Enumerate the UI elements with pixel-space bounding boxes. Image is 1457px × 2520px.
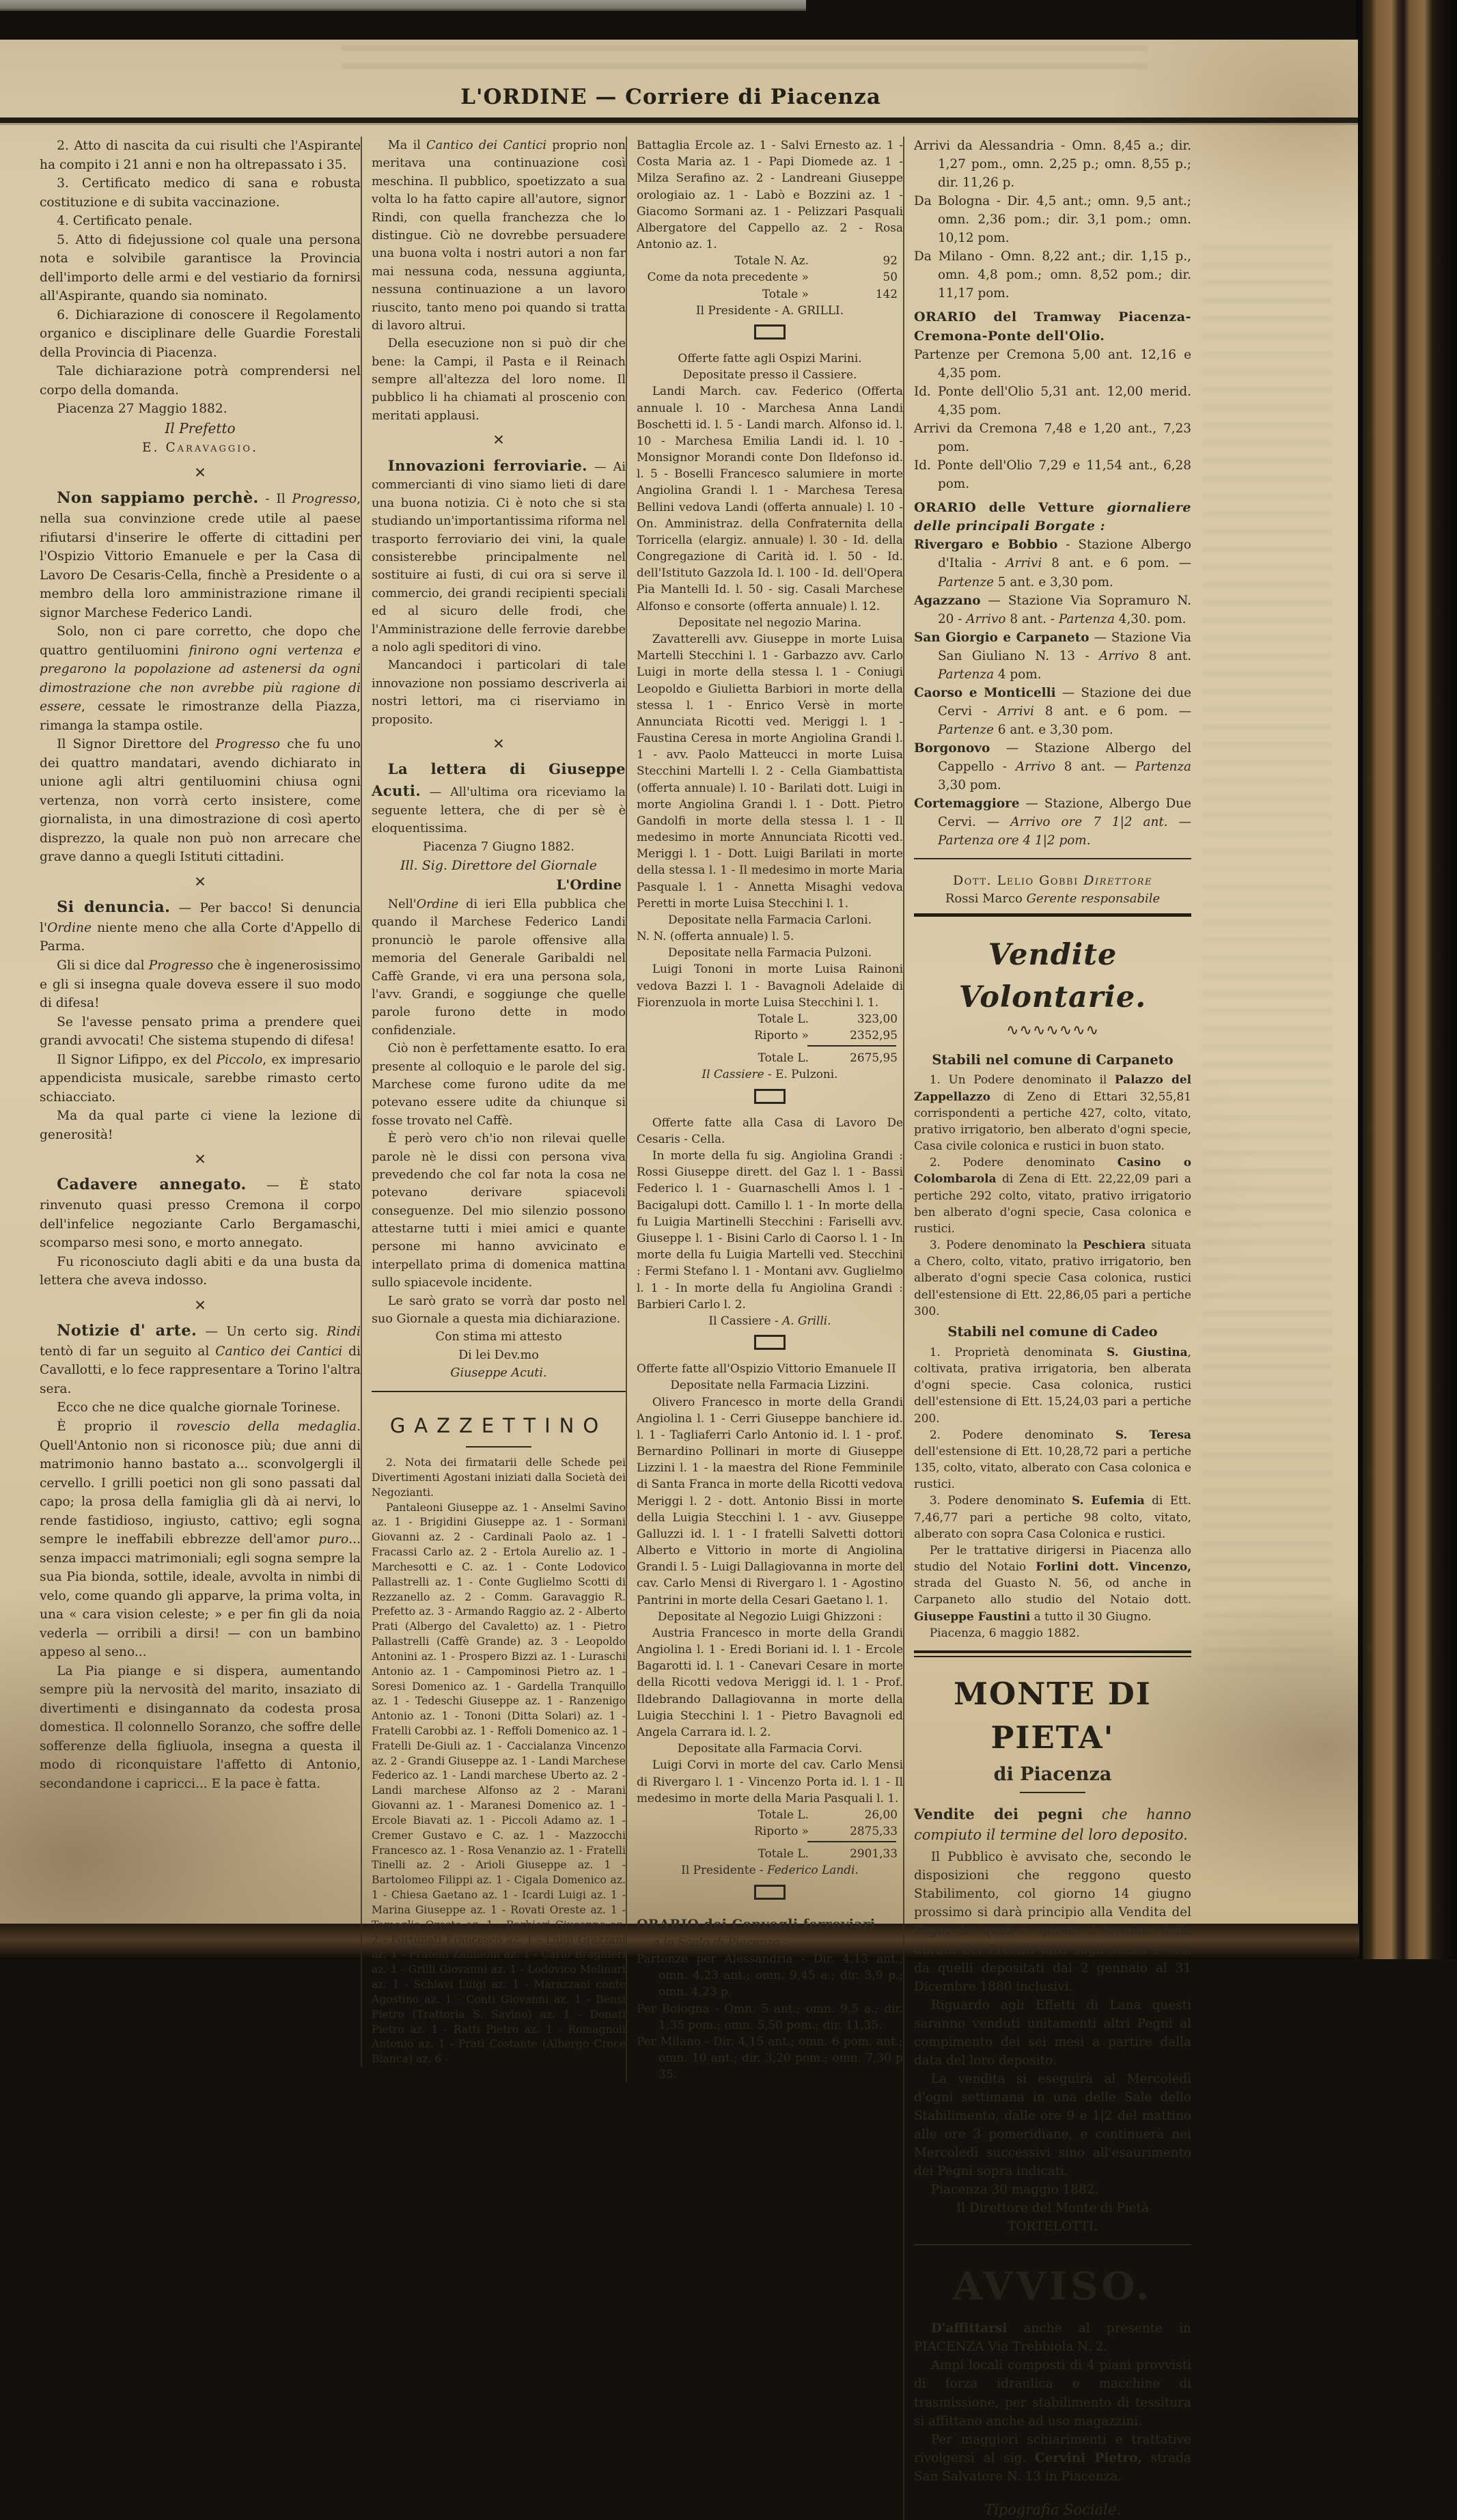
centered-line: Depositate presso il Cassiere. [682,368,857,382]
vendite-pegni-heading: Vendite dei pegni che hanno compiuto il termine del loro deposito. [914,1805,1191,1844]
adjacent-page-edge [0,0,806,11]
x-divider-icon: ✕ [492,432,505,449]
paragraph: Solo, non ci pare corretto, che dopo che quattro gentiluomini finirono ogni vertenza e pregarono la popolazione ad astenersi da ogni dimostrazione che non avrebbe più ragione di essere, cessate le rimostranze della Piazza, rimanga la stampa ostile. [40,624,361,733]
paragraph: 5. Atto di fidejussione col quale una persona nota e solvibile garantisce la Provincia dell'importo delle armi e del vestiario da fornirsi all'Aspirante, quando sia nominato. [40,232,361,304]
centered-line: Depositate nella Farmacia Lizzini. [670,1378,870,1392]
total-line: Totale L. 26,00 [758,1807,898,1821]
paragraph: Riguardo agli Effetti di Lana questi saranno venduti unitamenti altri Pegni al compimento dei sei mesi a partire dalla data del loro deposito. [914,1997,1191,2068]
centered-italic-line: Il Prefetto [165,419,236,437]
centered-line: Il Direttore del Monte di Pietà [956,2201,1149,2216]
paragraph: 4. Certificato penale. [57,214,193,229]
paragraph: Mancandoci i particolari di tale innovazione non possiamo descriverla ai nostri lettori, ma ci riserviamo in proposito. [372,659,626,727]
paragraph: 3. Certificato medico di sana e robusta costituzione e di subita vaccinazione. [40,176,361,210]
paragraph: Luigi Corvi in morte del cav. Carlo Mensi di Rivergaro l. 1 - Vincenzo Porta id. l. 1 - Il medesimo in morte della Maria Pasquali l. 1. [637,1758,903,1805]
schedule-line: Id. Ponte dell'Olio 7,29 e 11,54 ant., 6,28 pom. [914,458,1191,492]
paragraph: In morte della fu sig. Angiolina Grandi : Rossi Giuseppe dirett. del Gaz l. 1 - Bassi Federico l. 1 - Guarnaschelli Amos l. 1 - Bacigalupi dott. Camillo l. 1 - In morte della fu Luigia Martinelli Stecchini : Fariselli avv. Giuseppe l. 1 - Bisini Carlo di Caorso l. 1 - In morte della fu Luigia Martelli ved. Stecchini : Fermi Stefano l. 1 - Montani avv. Guglielmo l. 1 - In morte della fu Angiolina Grandi : Barbieri Carlo l. 2. [637,1148,903,1311]
rule-divider [372,1391,626,1392]
signature-smallcaps: E. Caravaggio. [142,441,258,456]
total-line: Totale L. 323,00 [758,1011,898,1025]
centered-line: TORTELOTTI. [1008,2219,1098,2234]
rule-divider [914,2244,1191,2245]
centered-line: Depositate alla Farmacia Corvi. [677,1741,863,1756]
paragraph: 3. Podere denominato la Peschiera situata a Chero, colto, vitato, prativo irrigatorio, ben alberato d'ogni specie Casa colonica, rustici dell'estensione di Ett. 22,86,05 pari a pertiche 300. [914,1238,1191,1318]
paragraph: Olivero Francesco in morte della Grandi Angiolina l. 1 - Cerri Giuseppe banchiere id. l. 1 - Tagliaferri Carlo Antonio id. l. 1 - prof. Bernardino Pollinari in morte di Giuseppe Lizzini l. 1 - la maestra del Rione Femminile di Santa Franca in morte della Ricotti vedova Meriggi l. 2 - dott. Antonio Bissi in morte della Luigia Stecchini l. 1 - avv. Giuseppe Galluzzi id. l. 1 - I fratelli Salvetti dottori Alberto e Vittorio in morte di Angiolina Grandi l. 5 - Luigi Dallagiovanna in morte del cav. Carlo Mensi di Rivergaro l. 1 - Agostino Pantrini in morte della Cesari Gaetano l. 1. [637,1394,903,1607]
orario-vetture-heading: ORARIO delle Vetture giornaliere delle principali Borgate : [914,500,1191,534]
rule-divider [914,858,1191,859]
short-rule-divider [466,1446,531,1448]
gazzettino-heading: GAZZETTINO [389,1413,608,1437]
total-line: Come da nota precedente » 50 [647,270,898,284]
paragraph: Per le trattative dirigersi in Piacenza allo studio del Notaio Forlini dott. Vincenzo, strada del Guasto N. 56, od anche in Carpaneto allo studio del Notaio dott. Giuseppe Faustini a tutto il 30 Giugno. [914,1542,1191,1623]
paragraph: Piacenza, 6 maggio 1882. [929,1625,1080,1639]
right-aligned-line: L'Ordine [556,876,622,894]
column-4 [903,137,1191,2520]
subsection-heading: Stabili nel comune di Cadeo [947,1323,1158,1340]
paragraph: Il Pubblico è avvisato che, secondo le disposizioni che reggono questo Stabilimento, col giorno 14 giugno prossimo si darà principio alla Vendita del Pegni de' quali è spirato il termine della durata dei Prestiti fatti sugli stessi e così da quelli depositati dal 2 gennaio al 31 Dicembre 1880 inclusivi. [914,1850,1191,1994]
paragraph: Il Signor Lifippo, ex del Piccolo, ex impresario appendicista musicale, sarebbe rimasto certo schiacciato. [40,1052,361,1105]
schedule-line: Da Milano - Omn. 8,22 ant.; dir. 1,15 p., omn. 4,8 pom.; omn. 8,52 pom.; dir. 11,17 pom. [914,249,1191,301]
centered-line: Con stima mi attesto [435,1330,562,1344]
paragraph: 2. Atto di nascita da cui risulti che l'Aspirante ha compito i 21 anni e non ha oltrepassato i 35. [40,139,361,172]
paragraph: Le sarò grato se vorrà dar posto nel suo Giornale a questa mia dichiarazione. [372,1294,626,1327]
schedule-line: Agazzano — Stazione Via Sopramuro N. 20 - Arrivo 8 ant. - Partenza 4,30. pom. [914,593,1191,626]
article-lettera-acuti: La lettera di Giuseppe Acuti. — All'ultima ora riceviamo la seguente lettera, che di per sè è eloquentissima. [372,760,626,836]
end-box-icon [754,1885,786,1900]
orario-tramway-heading: ORARIO del Tramway Piacenza-Cremona-Ponte dell'Olio. [914,309,1191,344]
paragraph: Il Signor Direttore del Progresso che fu uno dei quattro mandatari, avendo dichiarato in unione agli altri gentiluomini chiusa ogni vertenza, non vorrà certo insistere, come giornalista, in una dimostrazione di così aperto disprezzo, la quale non può non arrecare che grave danno a quegli Istituti cittadini. [40,737,361,865]
paragraph: Piacenza 30 maggio 1882. [930,2183,1099,2198]
avviso-heading: AVVISO. [952,2264,1153,2310]
short-rule-divider [1020,1792,1085,1793]
end-box-icon [637,318,903,350]
paragraph: Landi March. cav. Federico (Offerta annuale l. 10 - Marchesa Anna Landi Boschetti id. l. 5 - Landi march. Alfonso id. l. 10 - Marchesa Emilia Landi id. l. 10 - Monsignor Morandi conte Don Ildefonso id. l. 5 - Boselli Francesco salumiere in morte Angiolina Grandi l. 1 - Marchesa Teresa Bellini vedova Landi (offerta annuale) l. 10 - On. Amministraz. della Confraternita della Torricella (elargiz. annuale) l. 30 - Id. della Congregazione di Carità id. l. 50 - Id. dell'Istituto Gazzola Id. l. 100 - Id. dell'Opera Pia Mantelli Id. l. 50 - sig. Casali Marchese Alfonso e consorte (offerta annuale) l. 12. [637,384,903,613]
x-divider-icon: ✕ [194,1151,206,1168]
schedule-line: Per Bologna - Omn. 5 ant.; omn. 9,5 a.; dir. 1,35 pom.; omn. 5,50 pom.; dir. 11,35. [637,2001,903,2032]
paragraph: Gli si dice dal Progresso che è ingenerosissimo e gli si insegna quale doveva essere il suo modo di difesa! [40,958,361,1011]
sum-rule-divider [807,1045,896,1047]
centered-line: Il Cassiere - A. Grilli. [708,1313,831,1327]
column-3 [626,137,903,2082]
gerente-line: Rossi Marco Gerente responsabile [945,891,1161,906]
columns-container [40,137,1302,2520]
paragraph: 2. Nota dei firmatarii delle Schede pei Divertimenti Agostani iniziati dalla Società dei Negozianti. [372,1456,626,1499]
schedule-line: Da Bologna - Dir. 4,5 ant.; omn. 9,5 ant.; omn. 2,36 pom.; dir. 3,1 pom.; omn. 10,12 pom. [914,194,1191,246]
article-cadavere-annegato: Cadavere annegato. — È stato rinvenuto quasi presso Cremona il corpo dell'infelice negoziante Carlo Bergamaschi, scomparso mesi sono, e morto annegato. [40,1176,361,1251]
x-divider-icon: ✕ [194,464,206,481]
total-line: Totale L. 2901,33 [758,1846,898,1861]
paragraph: Ecco che ne dice qualche giornale Torinese. [57,1400,341,1415]
x-divider-icon: ✕ [194,873,206,890]
schedule-line: Per Milano - Dir. 4,15 ant.; omn. 6 pom. ant.; omn. 10 ant.; dir. 3,20 pom.; omn. 7,30 p 35. [637,2034,903,2081]
paragraph: 6. Dichiarazione di conoscere il Regolamento organico e disciplinare delle Guardie Forestali della Provincia di Piacenza. [40,307,361,360]
column-2 [361,137,626,2067]
end-box-icon [754,1335,786,1350]
paragraph: Tale dichiarazione potrà comprendersi nel corpo della domanda. [40,364,361,398]
end-box-icon [754,324,786,340]
paragraph: Battaglia Ercole az. 1 - Salvi Ernesto az. 1 - Costa Maria az. 1 - Papi Diomede az. 1 - Milza Serafino az. 2 - Landreani Giuseppe orologiaio az. 1 - Labò e Bozzini az. 1 - Giacomo Sormani az. 1 - Pelizzari Pasquali Albergatore del Cappello az. 2 - Rosa Antonio az. 1. [637,138,903,251]
article-innovazioni-ferroviarie: Innovazioni ferroviarie. — Ai commercianti di vino siamo lieti di dare una buona notizia. Ci è noto che si sta studiando un'importantissima riforma nel trasporto ferroviario dei vini, la quale consisterebbe principalmente nel sostituire ai fusti, di cui ora si serve il commercio, dei grandi recipienti speciali ed al sicuro delle frodi, che l'Amministrazione delle ferrovie darebbe a nolo agli speditori di vino. [372,456,626,654]
centered-line: Il Presidente - A. GRILLI. [695,303,844,317]
paragraph: Zavatterelli avv. Giuseppe in morte Luisa Martelli Stecchini l. 1 - Garbazzo avv. Carlo Luigi in morte della stessa l. 1 - Coniugi Leopoldo e Giulietta Barbiori in morte della stessa l. 1 - Enrico Versè in morte Annunciata Ricotti ved. Meriggi l. 1 - Faustina Ceresa in morte Angiolina Grandi l. 1 - avv. Paolo Matteucci in morte Luisa Stecchini Martelli l. 2 - Cella Giambattista (offerta annuale) l. 10 - Barilati dott. Luigi in morte Angiolina Grandi l. 1 - Dott. Pietro Gandolfi in morte della stessa l. 1 - Il medesimo in morte Annunciata Ricotti ved. Meriggi l. 1 - Dott. Luigi Barilati in morte della stessa l. 1 - Il medesimo in morte Maria Pasquale l. 1 - Annetta Misaghi vedova Peretti in morte Luisa Stecchini l. 1. [637,631,903,910]
double-rule-divider [914,1650,1191,1657]
direttore-line: Dott. Lelio Gobbi Direttore [953,873,1152,889]
total-line: Totale L. 2675,95 [758,1051,898,1065]
thick-rule-divider [914,913,1191,917]
total-line: Totale N. Az. 92 [734,253,898,268]
paragraph: È però vero ch'io non rilevai quelle parole nè le dissi con persona viva prevedendo che col far nota la cosa ne potevano derivare spiacevoli conseguenze. Del mio silenzio possono attestarne tutti i miei amici e quante persone mi hanno avvicinato e interpellato prima di domenica mattina sullo spiacevole incidente. [372,1132,626,1290]
centered-line: Depositate al Negozio Luigi Ghizzoni : [657,1609,883,1623]
paragraph: Fu riconosciuto dagli abiti e da una busta da lettera che aveva indosso. [40,1254,361,1288]
paragraph: La Pia piange e si dispera, aumentando sempre più la nervosità del marito, insaziato di divertimenti e disingannato da codesta prosa domestica. Il colonnello Soranzo, che soffre delle sofferenze della figliuola, insegna a questa il modo di riconquistare l'affetto di Antonio, secondandone i capricci... E la pace è fatta. [40,1663,361,1791]
subscriber-list: Pantaleoni Giuseppe az. 1 - Anselmi Savino az. 1 - Brigidini Giuseppe az. 1 - Sormani Giovanni az. 2 - Cardinali Paolo az. 1 - Fracassi Carlo az. 2 - Ertola Aurelio az. 1 - Marchesotti e C. az. 1 - Conte Lodovico Pallastrelli az. 1 - Conte Guglielmo Scotti di Rezzanello az. 2 - Comm. Garavaggio R. Prefetto az. 3 - Armando Raggio az. 2 - Alberto Prati (Albergo del Cavaletto) az. 1 - Pietro Pallastrelli (Caffè Grande) az. 3 - Leopoldo Antonini az. 1 - Prospero Bizzi az. 1 - Luraschi Antonio az. 1 - Campominosi Pietro az. 1 - Soresi Domenico az. 1 - Gardella Tranquillo az. 1 - Tedeschi Giuseppe az. 1 - Ranzenigo Antonio az. 1 - Tononi (Ditta Solari) az. 1 - Fratelli Carobbi az. 1 - Reffoli Domenico az. 1 - Fratelli De-Giuli az. 1 - Caccialanza Vincenzo az. 2 - Grandi Giuseppe az. 1 - Landi Marchese Federico az. 1 - Landi marchese Uberto az. 2 - Landi marchese Alfonso az 2 - Marani Giovanni az. 1 - Maranesi Domenico az. 1 - Ercole Biavati az. 1 - Piccoli Adamo az. 1 - Cremer Gustavo e C. az. 1 - Mazzocchi Francesco az. 1 - Rosa Venanzio az. 1 - Fratelli Tinelli az. 2 - Arioli Giuseppe az. 1 - Bartolomeo Filippi az. 1 - Cigala Domenico az. 1 - Chiesa Gaetano az. 1 - Icardi Luigi az. 1 - Marina Giuseppe az. 1 - Rovati Oreste az. 1 - Tamoglia Oreste az. 1 - Barbieri Giuseppe az. 2 - Fortunati Francesco az. 1 - Luigi Grazzani az. 1 - Fratelli Zaninoni az. 1 - Carlo Braghieri az. 1 - Grilli Giovanni az. 1 - Lodovico Molinari az. 1 - Schiavi Luigi az. 1 - Marazzani conte Agostino az. 1 - Conti Giovanni az. 1 - Bensi Pietro (Trattoria S. Savino) az. 1 - Donati Pietro az. 1 - Ratti Pietro az. 1 - Romagnoli Antonio az. 1 - Prati Costante (Albergo Croce Bianca) az. 6 - [372,1501,626,2066]
italic-subtitle: a lo Scalo di Piacenza : [652,1935,788,1949]
paragraph: 1. Proprietà denominata S. Giustina, coltivata, prativa irrigatoria, ben alberata d'ogni specie. Casa colonica, rustici dell'estensione di Ett. 15,24,03 pari a pertiche 200. [914,1344,1191,1425]
column-1 [40,137,361,1793]
tipografia-line: Tipografia Sociale. [984,2501,1121,2518]
end-box-icon [637,1879,903,1910]
paragraph: Ampi locali composti di 4 piani provvisti di forza idraulica e macchine di trasmissione, per stabilimento di tessitura si affittano anche ad uso magazzini. [914,2358,1191,2428]
paragraph: Nell'Ordine di ieri Ella pubblica che quando il Marchese Federico Landi pronunciò le parole offensive alla memoria del Generale Garibaldi nel Caffè Grande, vi era una persona sola, l'avv. Grandi, e soggiunge che quelle parole furono dette in modo confidenziale. [372,898,626,1038]
centered-italic-line: Ill. Sig. Direttore del Giornale [400,857,597,873]
schedule-line: Arrivi da Cremona 7,48 e 1,20 ant., 7,23 pom. [914,421,1191,454]
centered-line: Depositate nel negozio Marina. [678,615,862,629]
paragraph: Della esecuzione non si può dir che bene: la Campi, il Pasta e il Reinach sempre all'altezza del loro nome. Il pubblico li ha chiamati al proscenio con meritati applausi. [372,337,626,423]
paragraph: Per maggiori schiarimenti e trattative rivolgersi al sig. Cervini Pietro, strada San Salvatore N. 13 in Piacenza. [914,2432,1192,2484]
x-divider-icon: ✕ [492,735,505,752]
paragraph: 2. Podere denominato S. Teresa dell'estensione di Ett. 10,28,72 pari a pertiche 135, colto, vitato, alberato con Casa colonica e rustici. [914,1427,1191,1491]
monte-di-pieta-heading: MONTE DI PIETA' [954,1675,1152,1756]
article-si-denuncia: Si denuncia. — Per bacco! Si denuncia l'Ordine niente meno che alla Corte d'Appello di Parma. [40,898,361,954]
centered-line: Piacenza 7 Giugno 1882. [423,840,574,854]
subsection-heading: Stabili nel comune di Carpaneto [932,1051,1174,1068]
total-line: Riporto » 2352,95 [754,1028,898,1042]
vendite-volontarie-heading: Vendite Volontarie. [958,938,1147,1014]
article-notizie-arte: Notizie d' arte. — Un certo sig. Rindi tentò di far un seguito al Cantico dei Cantici di Cavallotti, e lo fece rappresentare a Torino l'altra sera. [40,1321,361,1396]
paragraph: Offerte fatte all'Ospizio Vittorio Emanuele II [637,1361,896,1376]
paragraph: D'affittarsi anche al presente in PIACENZA Via Trebbiola N. 2. [914,2321,1191,2355]
paragraph: È proprio il rovescio della medaglia. Quell'Antonio non si riconosce più; due anni di matrimonio hanno bastato a... sconvolgergli il cervello. I grilli poetici non gli sono passati dal capo; la prosa della famiglia gli dà ai nervi, lo rende fastidioso, ingiusto, cattivo; egli sogna sempre le ineffabili ebbrezze dell'amor puro... senza impacci matrimoniali; egli sogna sempre la sua Pia bionda, sottile, ideale, avvolta in nimbi di velo, come quando gli apparve, la prima volta, in una « cara vision celeste; » e per fin gli da noia vederla — orribili a dirsi! — con un bambino appeso al seno... [40,1419,361,1660]
end-box-icon [637,1083,903,1114]
centered-line: Depositate nella Farmacia Pulzoni. [667,945,872,960]
end-box-icon [754,1089,786,1104]
article-non-sappiamo-perche: Non sappiamo perchè. - Il Progresso, nella sua convinzione crede utile al paese rifiutarsi d'inserire le offerte di cittadini per l'Ospizio Vittorio Emanuele e per la Casa di Lavoro De Cesaris-Cella, finchè a Presidente o a membro della loro amministrazione rimane il signor Marchese Federico Landi. [40,489,361,620]
x-divider-icon: ✕ [194,1297,206,1314]
centered-line: Il Cassiere - E. Pulzoni. [702,1067,838,1081]
paragraph: La vendita si eseguirà al Mercoledì d'ogni settimana in una delle Sale dello Stabilimento, dalle ore 9 e 1|2 del mattino alle ore 3 pomeridiane, e continuerà nei Mercoledì successivi sino all'esaurimento dei Pegni sopra indicati. [914,2071,1191,2179]
schedule-line: Arrivi da Alessandria - Omn. 8,45 a.; dir. 1,27 pom., omn. 2,25 p.; omn. 8,55 p.; dir. 11,26 p. [914,139,1191,191]
centered-line: Offerte fatte agli Ospizi Marini. [678,351,862,365]
centered-line: Il Presidente - Federico Landi. [681,1863,859,1877]
monte-di-pieta-subheading: di Piacenza [993,1763,1112,1785]
paragraph: 2. Podere denominato Casino o Colombarola di Zena di Ett. 22,22,09 pari a pertiche 292 colto, vitato, prativo irrigatorio ben alberato d'ogni specie, Casa colonica e rustici. [914,1155,1191,1235]
sum-rule-divider [807,1841,896,1842]
schedule-line: Cortemaggiore — Stazione, Albergo Due Cervi. — Arrivo ore 7 1|2 ant. — Partenza ore 4 1|2 pom. [914,797,1191,848]
schedule-line: Caorso e Monticelli — Stazione dei due Cervi - Arrivi 8 ant. e 6 pom. — Partenze 6 ant. e 3,30 pom. [914,685,1192,737]
paragraph: Offerte fatte alla Casa di Lavoro De Cesaris - Cella. [637,1115,903,1146]
end-box-icon [637,1329,903,1360]
schedule-line: Rivergaro e Bobbio - Stazione Albergo d'Italia - Arrivi 8 ant. e 6 pom. — Partenze 5 ant. e 3,30 pom. [914,538,1191,590]
paragraph: Ciò non è perfettamente esatto. Io era presente al colloquio e le parole del sig. Marchese come furono udite da me potevano essere udite da chiunque si fosse trovato nel Caffè. [372,1042,626,1128]
schedule-line: Partenze per Cremona 5,00 ant. 12,16 e 4,35 pom. [914,347,1191,380]
paragraph: 1. Un Podere denominato il Palazzo del Zappellazzo di Zeno di Ettari 32,55,81 corrispondenti a pertiche 427, colto, vitato, prativo irrigatorio, ben alberato d'ogni specie, Casa civile colonica e rustici in buon stato. [914,1072,1191,1153]
paragraph: Piacenza 27 Maggio 1882. [57,402,227,417]
paragraph: Ma da qual parte ci viene la lezione di generosità! [40,1109,361,1142]
centered-line: Giuseppe Acuti. [450,1366,547,1381]
ornament-squiggle-icon: ∿∿∿∿∿∿∿ [1005,1022,1100,1040]
paragraph: Luigi Tononi in morte Luisa Rainoni vedova Bazzi l. 1 - Bavagnoli Adelaide di Fiorenzuola in morte Luisa Stecchini l. 1. [637,962,903,1009]
paragraph: Se l'avesse pensato prima a prendere quei grandi avvocati! Che sistema stupendo di difesa! [40,1014,361,1049]
paragraph: N. N. (offerta annuale) l. 5. [637,929,794,943]
centered-line: Di lei Dev.mo [458,1348,539,1362]
schedule-line: San Giorgio e Carpaneto — Stazione Via San Giuliano N. 13 - Arrivo 8 ant. Partenza 4 pom. [914,630,1191,682]
total-line: Totale » 142 [762,286,898,301]
total-line: Riporto » 2875,33 [754,1824,898,1838]
orario-convogli-heading: ORARIO dei Convogli ferroviari [637,1916,876,1932]
paragraph: 3. Podere denominato S. Eufemia di Ett. 7,46,77 pari a pertiche 98 colto, vitato, alberato con sopra Casa Colonica e rustici. [914,1493,1191,1540]
schedule-line: Borgonovo — Stazione Albergo del Cappello - Arrivo 8 ant. — Partenza 3,30 pom. [914,740,1191,793]
paragraph: Austria Francesco in morte della Grandi Angiolina l. 1 - Eredi Boriani id. l. 1 - Ercole Bagarotti id. l. 1 - Canevari Cesare in morte della Ricotti vedova Meriggi id. l. 1 - Prof. Ildebrando Dallagiovanna in morte della Luigia Stecchini l. 1 - Pietro Bavagnoli ed Angela Carrara id. l. 2. [637,1625,903,1739]
newspaper-sheet [0,40,1358,2518]
masthead-title: L'ORDINE — Corriere di Piacenza [460,85,881,109]
schedule-line: Partenze per Alessandria - Dir. 4,13 ant.; omn. 4,23 ant.; omn. 9,45 a.; dir. 3,9 p.; omn. 4,23 p. [637,1952,903,1999]
centered-line: Depositate nella Farmacia Carloni. [667,912,872,926]
schedule-line: Id. Ponte dell'Olio 5,31 ant. 12,00 merid. 4,35 pom. [914,384,1191,417]
book-binding-edge [1356,0,1457,1959]
masthead-rule [0,117,1358,123]
paragraph: Ma il Cantico dei Cantici proprio non meritava una continuazione così meschina. Il pubblico, spoetizzato a sua volta lo ha fatto capire all'autore, signor Rindi, con quella franchezza che lo distingue. Ciò ne dovrebbe persuadere una buona volta i nostri autori a non far mai nessuna coda, nessuna aggiunta, nessuna continuazione a un lavoro riuscito, tanto meno poi quando si tratta di lavoro altrui. [372,139,626,333]
